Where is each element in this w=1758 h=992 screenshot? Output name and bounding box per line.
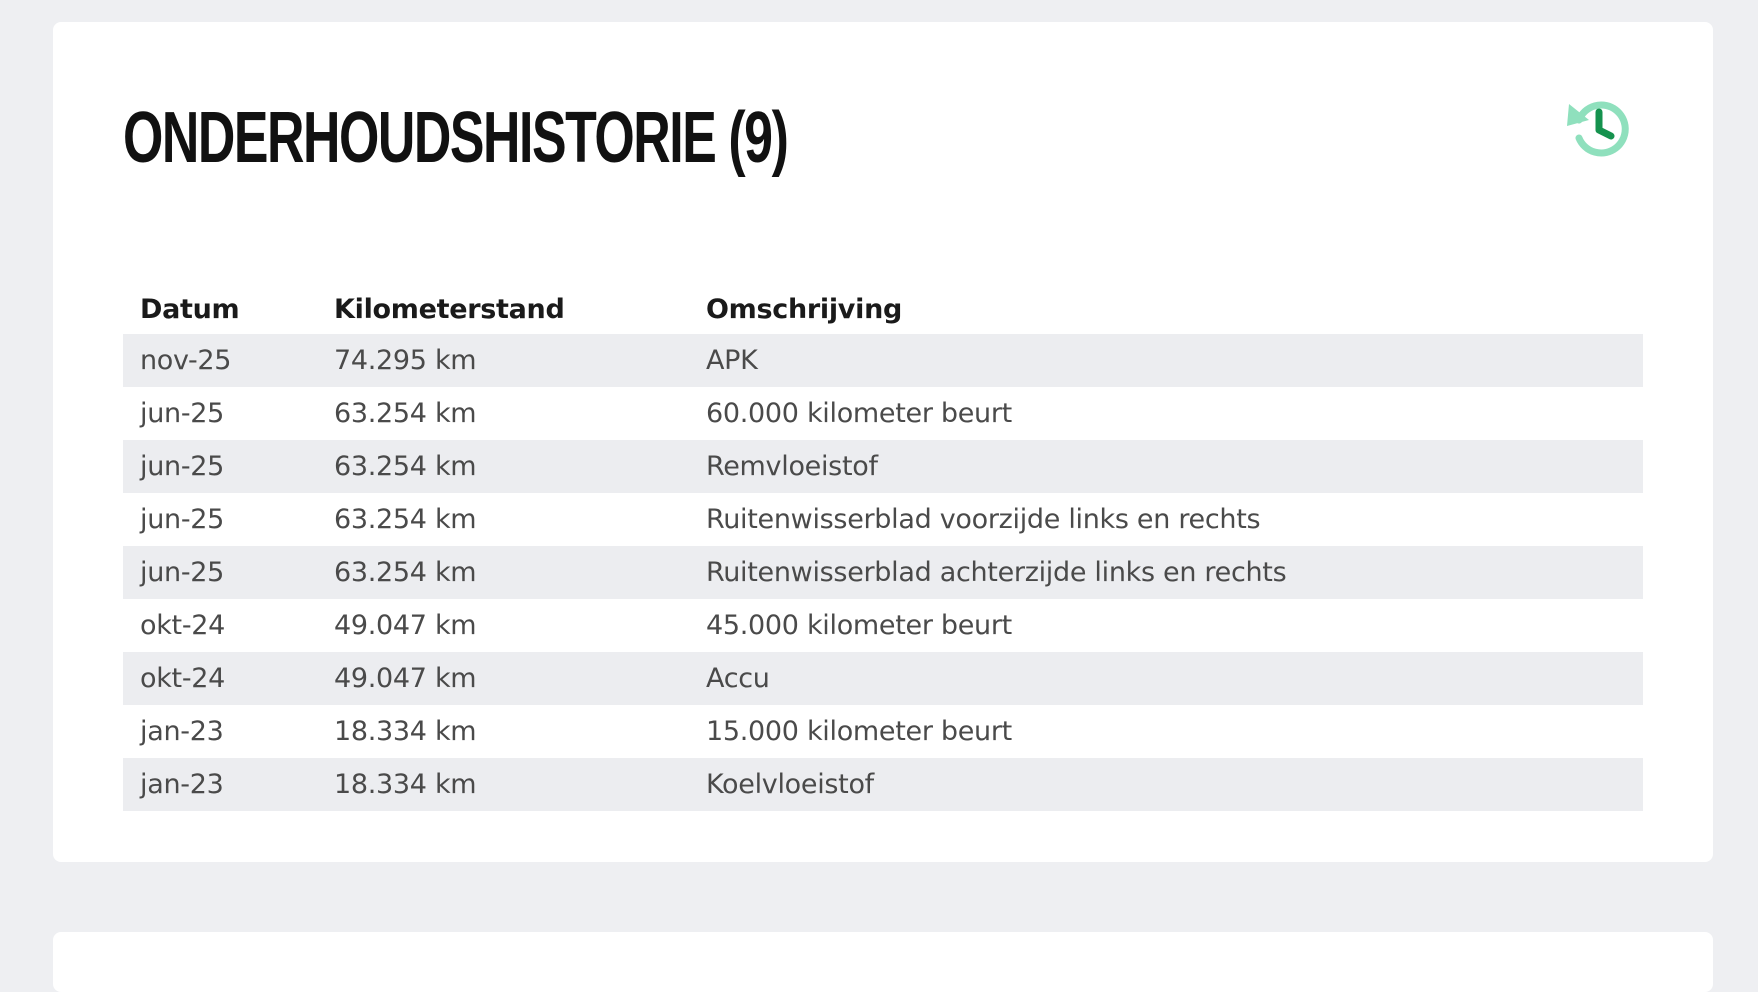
- cell-date: jan-23: [140, 716, 224, 747]
- cell-date: jun-25: [140, 398, 225, 429]
- cell-mileage: 63.254 km: [317, 440, 689, 493]
- table-row: [123, 758, 1643, 811]
- cell-date: jun-25: [123, 440, 317, 493]
- table-header-row: [123, 284, 1643, 334]
- cell-date: jun-25: [123, 546, 317, 599]
- cell-mileage: 49.047 km: [317, 652, 689, 705]
- cell-description: Ruitenwisserblad voorzijde links en rechts: [706, 504, 1261, 535]
- history-icon: [1561, 90, 1639, 168]
- cell-description: 45.000 kilometer beurt: [706, 610, 1012, 641]
- column-header-date: Datum: [140, 293, 240, 325]
- cell-mileage: 63.254 km: [317, 546, 689, 599]
- cell-date: okt-24: [123, 652, 317, 705]
- table-row: [123, 652, 1643, 705]
- cell-description: APK: [689, 334, 1643, 387]
- table-row: [123, 705, 1643, 758]
- cell-mileage: 18.334 km: [334, 716, 477, 747]
- section-title: ONDERHOUDSHISTORIE (9): [123, 98, 788, 178]
- column-header-mileage: Kilometerstand: [334, 293, 565, 325]
- cell-date: okt-24: [140, 610, 226, 641]
- next-section-card: [53, 932, 1713, 992]
- cell-mileage: 49.047 km: [334, 610, 477, 641]
- cell-description: Koelvloeistof: [689, 758, 1643, 811]
- cell-description: 15.000 kilometer beurt: [706, 716, 1012, 747]
- cell-date: nov-25: [123, 334, 317, 387]
- table-row: [123, 334, 1643, 387]
- maintenance-table-container: [123, 284, 1643, 811]
- cell-description: Ruitenwisserblad achterzijde links en rechts: [689, 546, 1643, 599]
- cell-description: Accu: [689, 652, 1643, 705]
- cell-mileage: 18.334 km: [317, 758, 689, 811]
- table-row: [123, 599, 1643, 652]
- table-row: [123, 387, 1643, 440]
- cell-description: 60.000 kilometer beurt: [706, 398, 1012, 429]
- table-row: [123, 440, 1643, 493]
- cell-mileage: 63.254 km: [334, 504, 477, 535]
- maintenance-history-card: [53, 22, 1713, 862]
- table-row: [123, 493, 1643, 546]
- cell-date: jan-23: [123, 758, 317, 811]
- maintenance-table: [123, 284, 1643, 811]
- cell-mileage: 74.295 km: [317, 334, 689, 387]
- cell-mileage: 63.254 km: [334, 398, 477, 429]
- table-row: [123, 546, 1643, 599]
- column-header-description: Omschrijving: [706, 293, 903, 325]
- cell-date: jun-25: [140, 504, 225, 535]
- cell-description: Remvloeistof: [689, 440, 1643, 493]
